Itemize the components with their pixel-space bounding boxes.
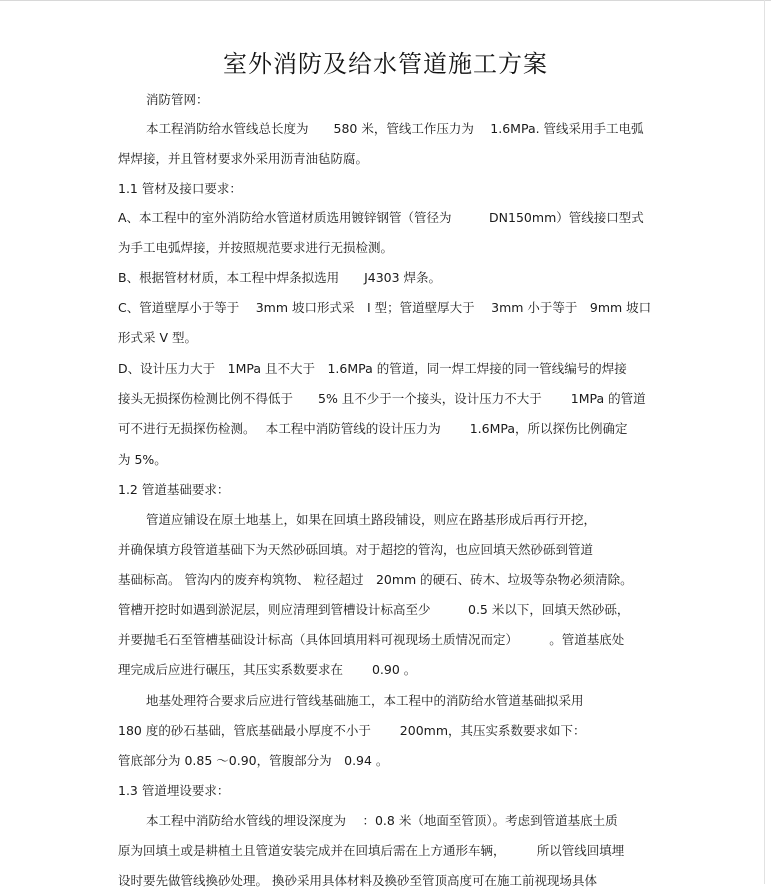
paragraph-line: A、本工程中的室外消防给水管道材质选用镀锌钢管（管径为 DN150mm）管线接口型式 [118, 210, 644, 225]
paragraph-line: 为手工电弧焊接，并按照规范要求进行无损检测。 [118, 240, 394, 255]
page-edge [0, 0, 771, 1]
paragraph-line: 原为回填土或是耕植土且管道安装完成并在回填后需在上方通形车辆， 所以管线回填埋 [118, 843, 625, 858]
section-heading: 1.3 管道埋设要求： [118, 783, 230, 798]
paragraph-line: 180 度的砂石基础，管底基础最小厚度不小于 200mm，其压实系数要求如下： [118, 723, 586, 738]
paragraph-line: 管道应铺设在原土地基上，如果在回填土路段铺设，则应在路基形成后再行开挖， [146, 512, 597, 527]
paragraph-line: 焊焊接，并且管材要求外采用沥青油毡防腐。 [118, 151, 369, 166]
paragraph-line: 接头无损探伤检测比例不得低于 5% 且不少于一个接头，设计压力不大于 1MPa 的管道 [118, 391, 646, 406]
document-title: 室外消防及给水管道施工方案 [223, 50, 548, 78]
page-edge [764, 0, 765, 884]
section-heading: 1.1 管材及接口要求： [118, 181, 242, 196]
paragraph-line: D、设计压力大于 1MPa 且不大于 1.6MPa 的管道，同一焊工焊接的同一管线编号的焊接 [118, 361, 627, 376]
paragraph-line: 并确保填方段管道基础下为天然砂砾回填。对于超挖的管沟，也应回填天然砂砾到管道 [118, 542, 594, 557]
paragraph-line: 本工程消防给水管线总长度为 580 米，管线工作压力为 1.6MPa. 管线采用手工电弧 [146, 121, 644, 136]
paragraph-line: 可不进行无损探伤检测。 本工程中消防管线的设计压力为 1.6MPa，所以探伤比例确定 [118, 421, 628, 436]
paragraph-line: 地基处理符合要求后应进行管线基础施工，本工程中的消防给水管道基础拟采用 [146, 693, 584, 708]
paragraph-line: 设时要先做管线換砂处理。 換砂采用具体材料及換砂至管顶高度可在施工前视现场具体 [118, 873, 597, 888]
section-heading: 1.2 管道基础要求： [118, 482, 230, 497]
paragraph-line: 管底部分为 0.85 ～0.90，管腹部分为 0.94 。 [118, 753, 389, 768]
paragraph-line: 理完成后应进行碾压，其压实系数要求在 0.90 。 [118, 662, 417, 677]
paragraph-line: 为 5%。 [118, 452, 167, 467]
paragraph-line: C、管道壁厚小于等于 3mm 坡口形式采 I 型；管道壁厚大于 3mm 小于等于 9mm 坡口 [118, 300, 652, 315]
paragraph-line: B、根据管材材质，本工程中焊条拟选用 J4303 焊条。 [118, 270, 442, 285]
section-label: 消防管网： [146, 92, 209, 107]
paragraph-line: 并要抛毛石至管槽基础设计标高（具体回填用料可视现场土质情况而定） 。管道基底处 [118, 632, 625, 647]
paragraph-line: 本工程中消防给水管线的埋设深度为 ：0.8 米（地面至管顶）。考虑到管道基底土质 [146, 813, 618, 828]
paragraph-line: 基础标高。 管沟内的废弃构筑物、 粒径超过 20mm 的硬石、砖木、垃圾等杂物必须清除。 [118, 572, 633, 587]
paragraph-line: 管槽开挖时如遇到淤泥层，则应清理到管槽设计标高至少 0.5 米以下，回填天然砂砾， [118, 602, 630, 617]
paragraph-line: 形式采 V 型。 [118, 330, 197, 345]
